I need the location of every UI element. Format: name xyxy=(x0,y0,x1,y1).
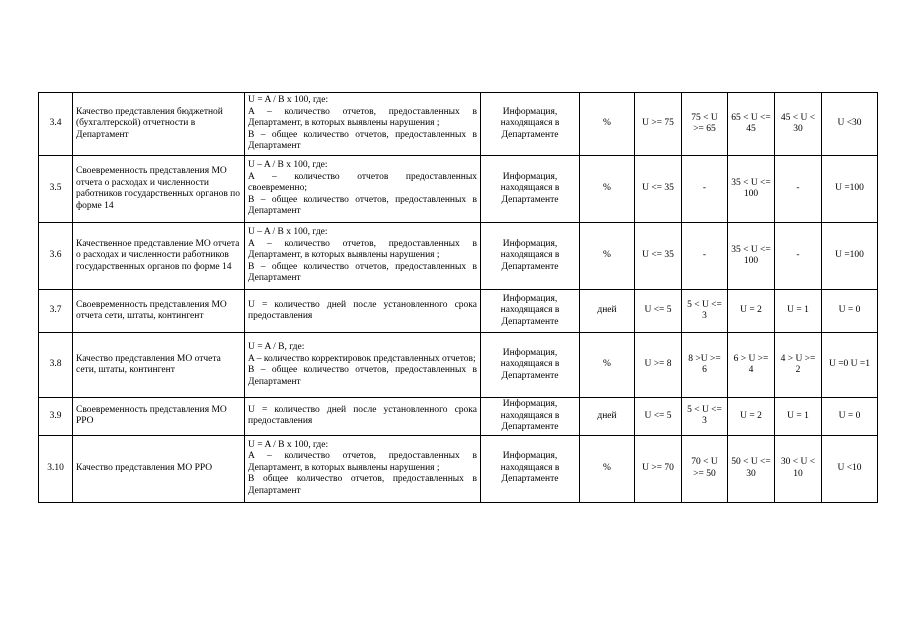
score-cell: 50 < U <= 30 xyxy=(728,435,775,502)
unit-cell: дней xyxy=(580,290,635,333)
unit-cell: % xyxy=(580,156,635,223)
score-cell: - xyxy=(775,156,822,223)
formula-line: U = A / B x 100, где: xyxy=(248,439,329,450)
table-row xyxy=(39,290,878,333)
score-cell: U = 2 xyxy=(728,290,775,333)
row-number: 3.8 xyxy=(39,333,73,398)
formula-line: A – количество корректировок представленных отчетов; xyxy=(248,353,476,364)
unit-cell: дней xyxy=(580,398,635,436)
score-cell: - xyxy=(775,223,822,290)
formula-cell xyxy=(245,435,481,502)
score-cell: U <30 xyxy=(822,93,878,156)
formula-line: B – общее количество отчетов, предоставленных в Департамент xyxy=(248,129,477,152)
unit-cell: % xyxy=(580,435,635,502)
score-cell: 70 < U >= 50 xyxy=(682,435,728,502)
indicator-name: Качество представления МО РРО xyxy=(73,435,245,502)
score-cell: 45 < U < 30 xyxy=(775,93,822,156)
table-row xyxy=(39,398,878,436)
formula-line: B общее количество отчетов, предоставленных в Департамент xyxy=(248,474,477,496)
indicator-name: Качественное представление МО отчета о расходах и численности работников государственных органов по форме 14 xyxy=(73,223,245,290)
formula-cell xyxy=(245,398,481,436)
table-row xyxy=(39,156,878,223)
score-cell: U =100 xyxy=(822,223,878,290)
score-cell: U = 1 xyxy=(775,398,822,436)
unit-cell: % xyxy=(580,223,635,290)
indicator-name: Своевременность представления МО РРО xyxy=(73,398,245,436)
data-source: Информация, находящаяся в Департаменте xyxy=(481,93,580,156)
formula-line: U – A / B x 100, где: xyxy=(248,160,328,171)
table-row xyxy=(39,93,878,156)
table-row xyxy=(39,223,878,290)
score-cell: 5 < U <= 3 xyxy=(682,290,728,333)
formula-line: U = A / B, где: xyxy=(248,342,305,352)
formula-line: U = количество дней после установленного срока предоставления xyxy=(248,404,477,427)
formula-line: A – количество отчетов, предоставленных в Департамент, в которых выявлены нарушения ; xyxy=(248,238,477,261)
row-number: 3.7 xyxy=(39,290,73,333)
formula-line: U – A / B x 100, где: xyxy=(248,227,328,238)
formula-cell xyxy=(245,290,481,333)
score-cell: 6 > U >= 4 xyxy=(728,333,775,398)
formula-line: U = количество дней после установленного срока предоставления xyxy=(248,299,477,321)
score-cell: U >= 8 xyxy=(635,333,682,398)
score-cell: 75 < U >= 65 xyxy=(682,93,728,156)
data-source: Информация, находящаяся в Департаменте xyxy=(481,290,580,333)
formula-cell xyxy=(245,156,481,223)
data-source: Информация, находящаяся в Департаменте xyxy=(481,223,580,290)
score-cell: 65 < U <= 45 xyxy=(728,93,775,156)
formula-line: A – количество отчетов предоставленных своевременно; xyxy=(248,171,477,194)
unit-cell: % xyxy=(580,93,635,156)
data-source: Информация, находящаяся в Департаменте xyxy=(481,435,580,502)
score-cell: U <= 35 xyxy=(635,223,682,290)
score-cell: 4 > U >= 2 xyxy=(775,333,822,398)
score-cell: U <= 5 xyxy=(635,290,682,333)
score-cell: U <10 xyxy=(822,435,878,502)
table-row xyxy=(39,333,878,398)
formula-cell xyxy=(245,223,481,290)
row-number: 3.4 xyxy=(39,93,73,156)
row-number: 3.9 xyxy=(39,398,73,436)
indicator-name: Своевременность представления МО отчета сети, штаты, контингент xyxy=(73,290,245,333)
score-cell: U <= 35 xyxy=(635,156,682,223)
criteria-table xyxy=(38,92,878,503)
score-cell: 30 < U < 10 xyxy=(775,435,822,502)
formula-cell xyxy=(245,333,481,398)
score-cell: U =0 U =1 xyxy=(822,333,878,398)
score-cell: U = 2 xyxy=(728,398,775,436)
formula-line: B – общее количество отчетов, предоставленных в Департамент xyxy=(248,365,477,387)
row-number: 3.10 xyxy=(39,435,73,502)
score-cell: 35 < U <= 100 xyxy=(728,156,775,223)
data-source: Информация, находящаяся в Департаменте xyxy=(481,398,580,436)
indicator-name: Качество представления МО отчета сети, штаты, контингент xyxy=(73,333,245,398)
table-row xyxy=(39,435,878,502)
score-cell: U >= 70 xyxy=(635,435,682,502)
formula-line: U = A / B x 100, где: xyxy=(248,95,329,106)
formula-line: B – общее количество отчетов, предоставленных в Департамент xyxy=(248,261,477,284)
score-cell: U = 1 xyxy=(775,290,822,333)
score-cell: 5 < U <= 3 xyxy=(682,398,728,436)
formula-line: A – количество отчетов, предоставленных в Департамент, в которых выявлены нарушения ; xyxy=(248,106,477,129)
score-cell: U = 0 xyxy=(822,290,878,333)
score-cell: - xyxy=(682,156,728,223)
formula-line: A – количество отчетов, предоставленных в Департамент, в которых выявлены нарушения ; xyxy=(248,451,477,473)
score-cell: U <= 5 xyxy=(635,398,682,436)
indicator-name: Качество представления бюджетной (бухгалтерской) отчетности в Департамент xyxy=(73,93,245,156)
data-source: Информация, находящаяся в Департаменте xyxy=(481,156,580,223)
score-cell: 8 >U >= 6 xyxy=(682,333,728,398)
row-number: 3.6 xyxy=(39,223,73,290)
score-cell: - xyxy=(682,223,728,290)
data-source: Информация, находящаяся в Департаменте xyxy=(481,333,580,398)
score-cell: U = 0 xyxy=(822,398,878,436)
score-cell: U =100 xyxy=(822,156,878,223)
formula-cell xyxy=(245,93,481,156)
formula-line: B – общее количество отчетов, предоставленных в Департамент xyxy=(248,194,477,217)
unit-cell: % xyxy=(580,333,635,398)
row-number: 3.5 xyxy=(39,156,73,223)
indicator-name: Своевременность представления МО отчета о расходах и численности работников государственных органов по форме 14 xyxy=(73,156,245,223)
score-cell: 35 < U <= 100 xyxy=(728,223,775,290)
score-cell: U >= 75 xyxy=(635,93,682,156)
